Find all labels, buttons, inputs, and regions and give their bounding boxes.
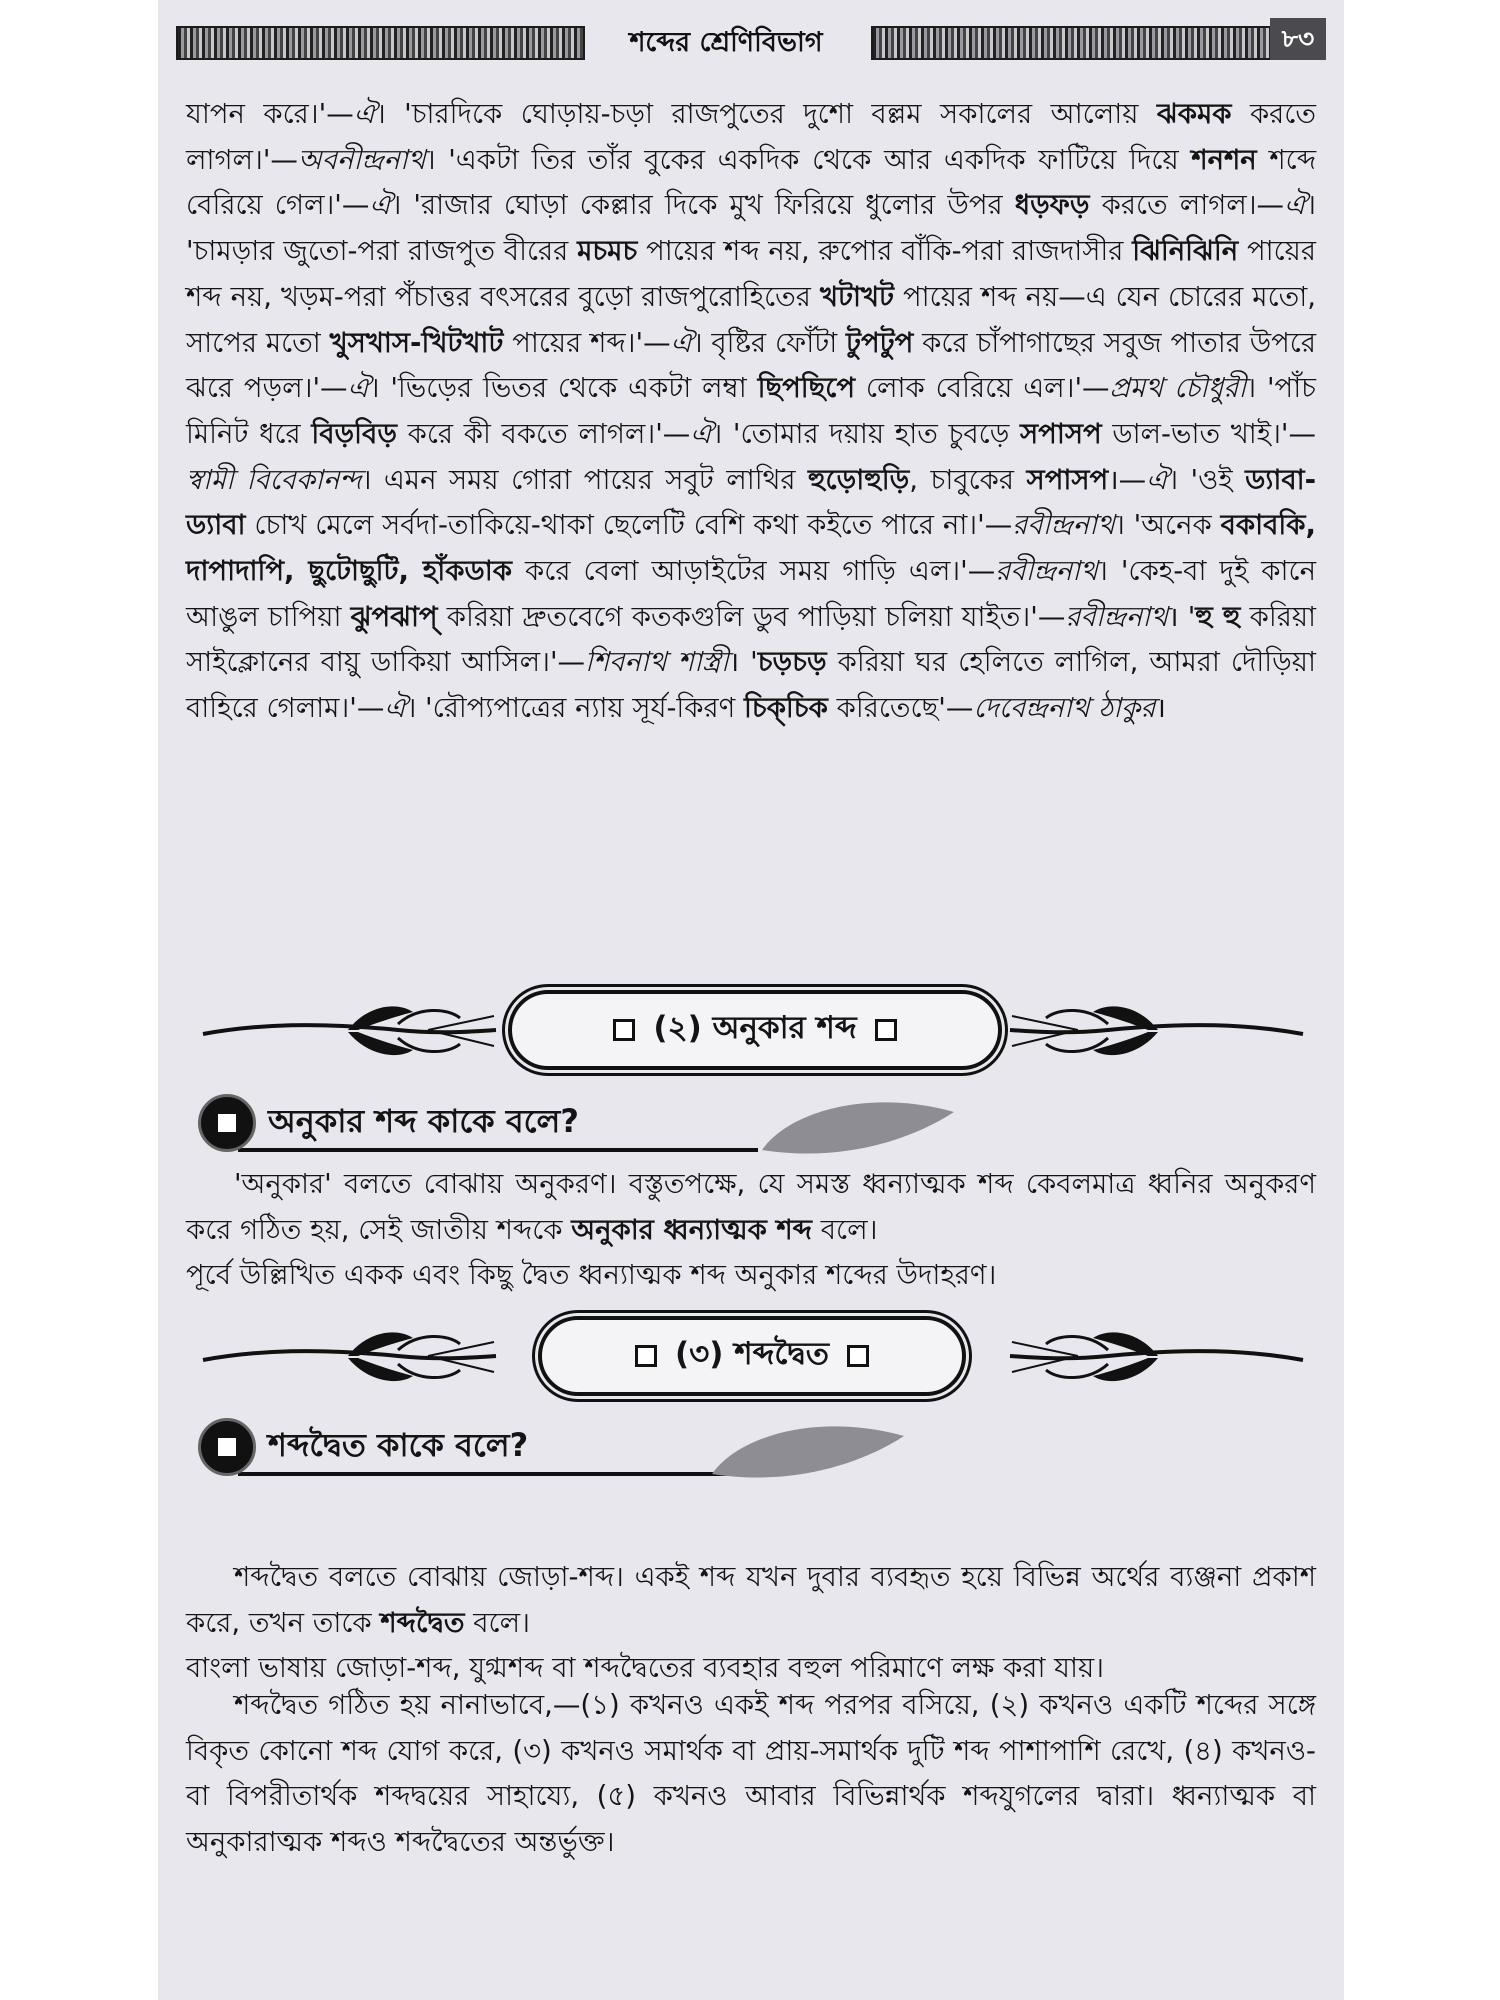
question-heading-shabdadvaita <box>198 1416 1018 1486</box>
page-number: ৮৩ <box>1270 18 1326 60</box>
shabdadvaita-definition: শব্দদ্বৈত বলতে বোঝায় জোড়া-শব্দ। একই শব্দ যখন দুবার ব্যবহৃত হয়ে বিভিন্ন অর্থের ব্যঞ্জনা প্রকাশ করে, তখন তাকে শব্দদ্বৈত বলে। বাংলা ভাষায় জোড়া-শব্দ, যুগ্মশব্দ বা শব্দদ্বৈতের ব্যবহার বহুল পরিমাণে লক্ষ করা যায়। <box>186 1561 1316 1685</box>
header-ornament-right <box>871 26 1275 60</box>
flourish-left-icon <box>198 994 498 1066</box>
square-bullet-icon <box>635 1345 657 1367</box>
question-text: অনুকার শব্দ কাকে বলে? <box>268 1102 579 1140</box>
section-banner-shabdadvaita <box>198 1310 1308 1402</box>
leaf-icon <box>708 1416 908 1484</box>
header-ornament-left <box>176 26 585 60</box>
examples-paragraph: যাপন করে।'—ঐ। 'চারদিকে ঘোড়ায়-চড়া রাজপুতের দুশো বল্লম সকালের আলোয় ঝকমক করতে লাগল।'—অবনীন্দ্রনাথ। 'একটা তির তাঁর বুকের একদিক থেকে আর একদিক ফাটিয়ে দিয়ে শনশন শব্দে বেরিয়ে গেল।'—ঐ। 'রাজার ঘোড়া কেল্লার দিকে মুখ ফিরিয়ে ধুলোর উপর ধড়ফড় করতে লাগল।—ঐ। 'চামড়ার জুতো-পরা রাজপুত বীরের মচমচ পায়ের শব্দ নয়, রুপোর বাঁকি-পরা রাজদাসীর ঝিনিঝিনি পায়ের শব্দ নয়, খড়ম-পরা পঁচাত্তর বৎসরের বুড়ো রাজপুরোহিতের খটাখট পায়ের শব্দ নয়—এ যেন চোরের মতো, সাপের মতো খুসখাস-খিটখাট পায়ের শব্দ।'—ঐ। বৃষ্টির ফোঁটা টুপটুপ করে চাঁপাগাছের সবুজ পাতার উপরে ঝরে পড়ল।'—ঐ। 'ভিড়ের ভিতর থেকে একটা লম্বা ছিপছিপে লোক বেরিয়ে এল।'—প্রমথ চৌধুরী। 'পাঁচ মিনিট ধরে বিড়বিড় করে কী বকতে লাগল।'—ঐ। 'তোমার দয়ায় হাত চুবড়ে সপাসপ ডাল-ভাত খাই।'—স্বামী বিবেকানন্দ। এমন সময় গোরা পায়ের সবুট লাথির হুড়োহুড়ি, চাবুকের সপাসপ।—ঐ। 'ওই ড্যাবা-ড্যাবা চোখ মেলে সর্বদা-তাকিয়ে-থাকা ছেলেটি বেশি কথা কইতে পারে না।'—রবীন্দ্রনাথ। 'অনেক বকাবকি, দাপাদাপি, ছুটোছুটি, হাঁকডাক করে বেলা আড়াইটের সময় গাড়ি এল।'—রবীন্দ্রনাথ। 'কেহ-বা দুই কানে আঙুল চাপিয়া ঝুপঝাপ্ করিয়া দ্রুতবেগে কতকগুলি ডুব পাড়িয়া চলিয়া যাইত।'—রবীন্দ্রনাথ। 'হু হু করিয়া সাইক্লোনের বায়ু ডাকিয়া আসিল।'—শিবনাথ শাস্ত্রী। 'চড়চড় করিয়া ঘর হেলিতে লাগিল, আমরা দৌড়িয়া বাহিরে গেলাম।'—ঐ। 'রৌপ্যপাত্রের ন্যায় সূর্য-কিরণ চিক্‌চিক করিতেছে'—দেবেন্দ্রনাথ ঠাকুর। <box>186 98 1317 725</box>
book-page <box>158 0 1344 2000</box>
section-title-pill <box>508 990 1002 1070</box>
anukar-definition: 'অনুকার' বলতে বোঝায় অনুকরণ। বস্তুতপক্ষে, যে সমস্ত ধ্বন্যাত্মক শব্দ কেবলমাত্র ধ্বনির অনুকরণ করে গঠিত হয়, সেই জাতীয় শব্দকে অনুকার ধ্বন্যাত্মক শব্দ বলে। পূর্বে উল্লিখিত একক এবং কিছু দ্বৈত ধ্বন্যাত্মক শব্দ অনুকার শব্দের উদাহরণ। <box>186 1168 1316 1292</box>
section-banner-anukar <box>198 984 1308 1076</box>
question-text: শব্দদ্বৈত কাকে বলে? <box>268 1426 529 1464</box>
question-heading-anukar <box>198 1092 1018 1162</box>
running-title: শব্দের শ্রেণিবিভাগ <box>629 27 823 58</box>
flourish-left-icon <box>198 1320 498 1392</box>
shabdadvaita-formation: শব্দদ্বৈত গঠিত হয় নানাভাবে,—(১) কখনও একই শব্দ পরপর বসিয়ে, (২) কখনও একটি শব্দের সঙ্গে বিকৃত কোনো শব্দ যোগ করে, (৩) কখনও সমার্থক বা প্রায়-সমার্থক দুটি শব্দ পাশাপাশি রেখে, (৪) কখনও-বা বিপরীতার্থক শব্দদ্বয়ের সাহায্যে, (৫) কখনও আবার বিভিন্নার্থক শব্দযুগলের দ্বারা। ধ্বন্যাত্মক বা অনুকারাত্মক শব্দও শব্দদ্বৈতের অন্তর্ভুক্ত। <box>186 1689 1316 1859</box>
square-bullet-icon <box>875 1019 897 1041</box>
flourish-right-icon <box>1008 994 1308 1066</box>
flourish-right-icon <box>1008 1320 1308 1392</box>
section-title-pill <box>538 1316 966 1396</box>
square-in-circle-icon <box>198 1094 256 1152</box>
shabdadvaita-usage-note: বাংলা ভাষায় জোড়া-শব্দ, যুগ্মশব্দ বা শব্দদ্বৈতের ব্যবহার বহুল পরিমাণে লক্ষ করা যায়। <box>186 1652 1105 1685</box>
page-header <box>176 18 1326 62</box>
leaf-icon <box>758 1092 958 1160</box>
section-title: (৩) শব্দদ্বৈত <box>674 1336 830 1372</box>
square-in-circle-icon <box>198 1418 256 1476</box>
anukar-example-note: পূর্বে উল্লিখিত একক এবং কিছু দ্বৈত ধ্বন্যাত্মক শব্দ অনুকার শব্দের উদাহরণ। <box>186 1259 997 1292</box>
square-bullet-icon <box>847 1345 869 1367</box>
square-bullet-icon <box>613 1019 635 1041</box>
section-title: (২) অনুকার শব্দ <box>653 1010 857 1046</box>
